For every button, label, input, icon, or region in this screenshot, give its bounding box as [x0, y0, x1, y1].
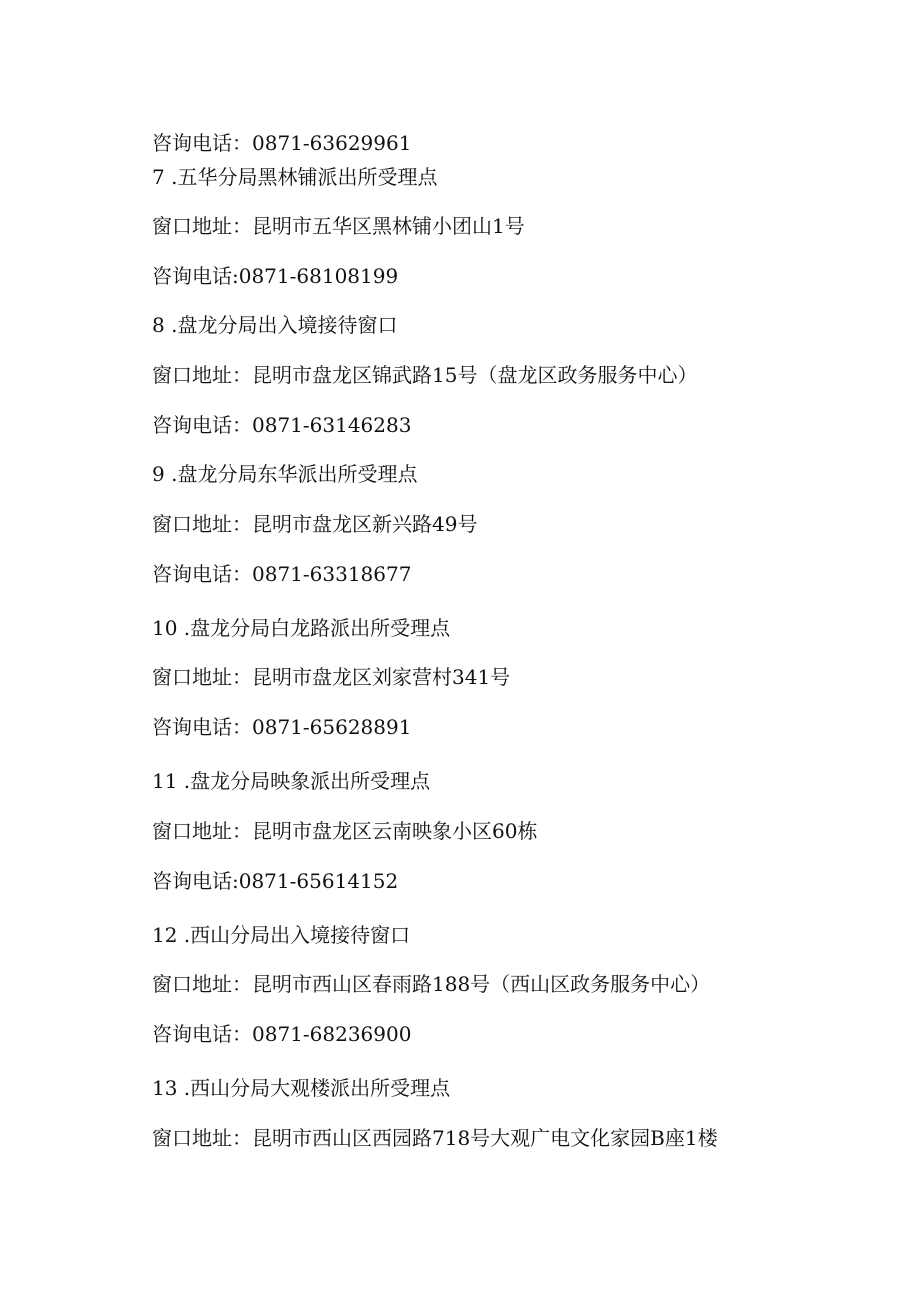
- phone-line-7: 咨询电话:0871-68108199: [152, 264, 399, 288]
- address-line-8: 窗口地址：昆明市盘龙区锦武路15号（盘龙区政务服务中心）: [152, 363, 698, 387]
- office-heading-7: 7 .五华分局黑林铺派出所受理点: [152, 165, 438, 189]
- phone-line: 咨询电话：0871-63629961: [152, 131, 412, 155]
- address-line-11: 窗口地址：昆明市盘龙区云南映象小区60栋: [152, 819, 538, 843]
- address-line-12: 窗口地址：昆明市西山区春雨路188号（西山区政务服务中心）: [152, 972, 711, 996]
- phone-line-9: 咨询电话：0871-63318677: [152, 562, 412, 586]
- office-heading-13: 13 .西山分局大观楼派出所受理点: [152, 1076, 451, 1100]
- office-heading-12: 12 .西山分局出入境接待窗口: [152, 923, 411, 947]
- phone-line-10: 咨询电话：0871-65628891: [152, 715, 412, 739]
- office-heading-11: 11 .盘龙分局映象派出所受理点: [152, 769, 431, 793]
- address-line-9: 窗口地址：昆明市盘龙区新兴路49号: [152, 512, 478, 536]
- phone-line-11: 咨询电话:0871-65614152: [152, 869, 399, 893]
- address-line-7: 窗口地址：昆明市五华区黑林铺小团山1号: [152, 214, 525, 238]
- office-heading-9: 9 .盘龙分局东华派出所受理点: [152, 462, 418, 486]
- phone-line-12: 咨询电话：0871-68236900: [152, 1022, 412, 1046]
- phone-line-8: 咨询电话：0871-63146283: [152, 413, 412, 437]
- office-heading-8: 8 .盘龙分局出入境接待窗口: [152, 313, 398, 337]
- office-heading-10: 10 .盘龙分局白龙路派出所受理点: [152, 616, 451, 640]
- address-line-13: 窗口地址：昆明市西山区西园路718号大观广电文化家园B座1楼: [152, 1126, 718, 1150]
- address-line-10: 窗口地址：昆明市盘龙区刘家营村341号: [152, 665, 511, 689]
